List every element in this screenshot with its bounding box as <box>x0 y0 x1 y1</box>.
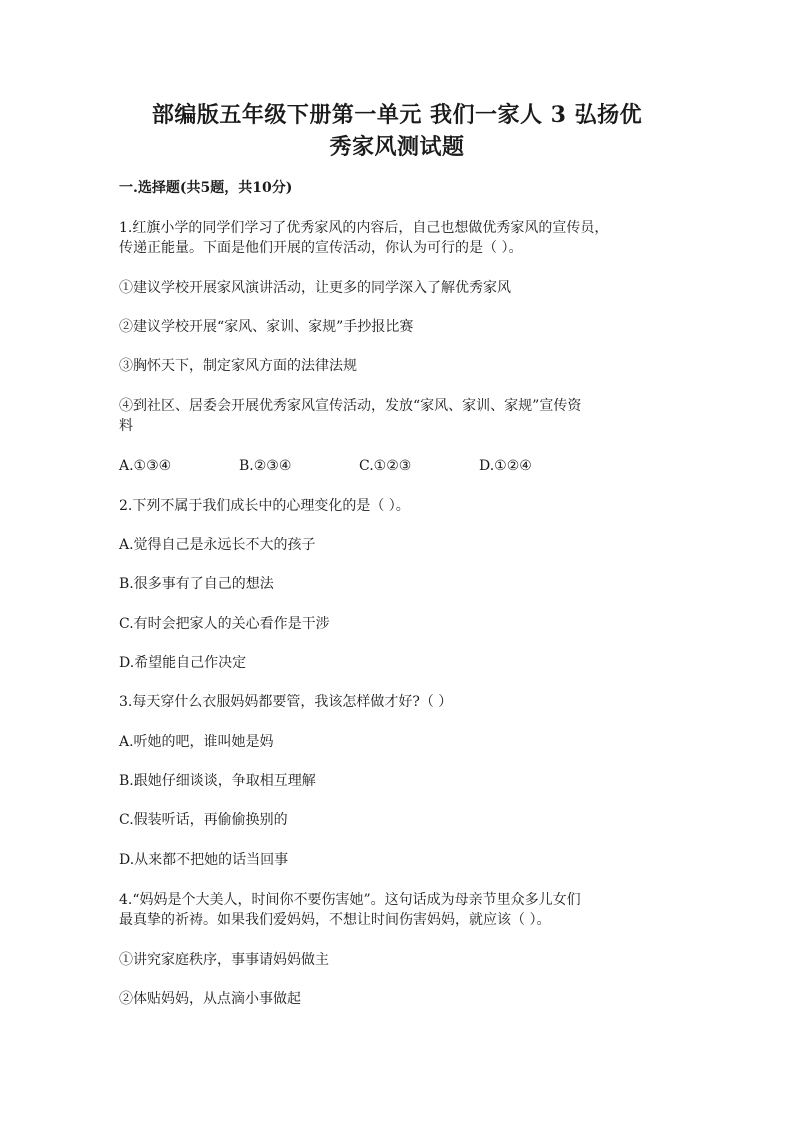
question-4-item-1: ①讲究家庭秩序，事事请妈妈做主 <box>119 952 329 968</box>
question-1-option-b: B.②③④ <box>239 458 292 474</box>
question-1-options <box>119 456 619 476</box>
question-4-stem-line-1: 4.“妈妈是个大美人，时间你不要伤害她”。这句话成为母亲节里众多儿女们 <box>119 892 581 908</box>
question-4-item-2: ②体贴妈妈，从点滴小事做起 <box>119 991 301 1007</box>
question-1-item-4-line-2: 料 <box>119 418 133 434</box>
question-2-option-d: D.希望能自己作决定 <box>119 655 247 671</box>
question-1-item-1: ①建议学校开展家风演讲活动，让更多的同学深入了解优秀家风 <box>119 280 511 296</box>
question-3-stem: 3.每天穿什么衣服妈妈都要管，我该怎样做才好?（ ） <box>119 694 453 710</box>
question-3-option-b: B.跟她仔细谈谈，争取相互理解 <box>119 773 316 789</box>
question-1-item-2: ②建议学校开展“家风、家训、家规”手抄报比赛 <box>119 319 414 335</box>
question-3-option-a: A.听她的吧，谁叫她是妈 <box>119 734 274 750</box>
question-2-option-b: B.很多事有了自己的想法 <box>119 576 274 592</box>
question-1-option-a: A.①③④ <box>119 458 172 474</box>
question-1-item-4-line-1: ④到社区、居委会开展优秀家风宣传活动，发放“家风、家训、家规”宣传资 <box>119 398 582 414</box>
question-2-option-a: A.觉得自己是永远长不大的孩子 <box>119 537 316 553</box>
page-title-line-1: 部编版五年级下册第一单元 我们一家人 3 弘扬优 <box>151 102 643 128</box>
question-1-stem-line-2: 传递正能量。下面是他们开展的宣传活动，你认为可行的是（ ）。 <box>119 240 523 256</box>
question-3-option-d: D.从来都不把她的话当回事 <box>119 852 289 868</box>
question-1-stem-line-1: 1.红旗小学的同学们学习了优秀家风的内容后，自己也想做优秀家风的宣传员， <box>119 220 609 236</box>
question-1-option-c: C.①②③ <box>359 458 412 474</box>
question-2-stem: 2.下列不属于我们成长中的心理变化的是（ ）。 <box>119 498 410 514</box>
question-4-stem-line-2: 最真挚的祈祷。如果我们爱妈妈，不想让时间伤害妈妈，就应该（ ）。 <box>119 912 551 928</box>
page-title-line-2: 秀家风测试题 <box>329 134 465 160</box>
section-heading: 一.选择题(共5题，共10分) <box>119 180 293 196</box>
question-3-option-c: C.假装听话，再偷偷换别的 <box>119 812 288 828</box>
question-2-option-c: C.有时会把家人的关心看作是干涉 <box>119 616 330 632</box>
question-1-option-d: D.①②④ <box>479 458 532 474</box>
question-1-item-3: ③胸怀天下，制定家风方面的法律法规 <box>119 358 357 374</box>
